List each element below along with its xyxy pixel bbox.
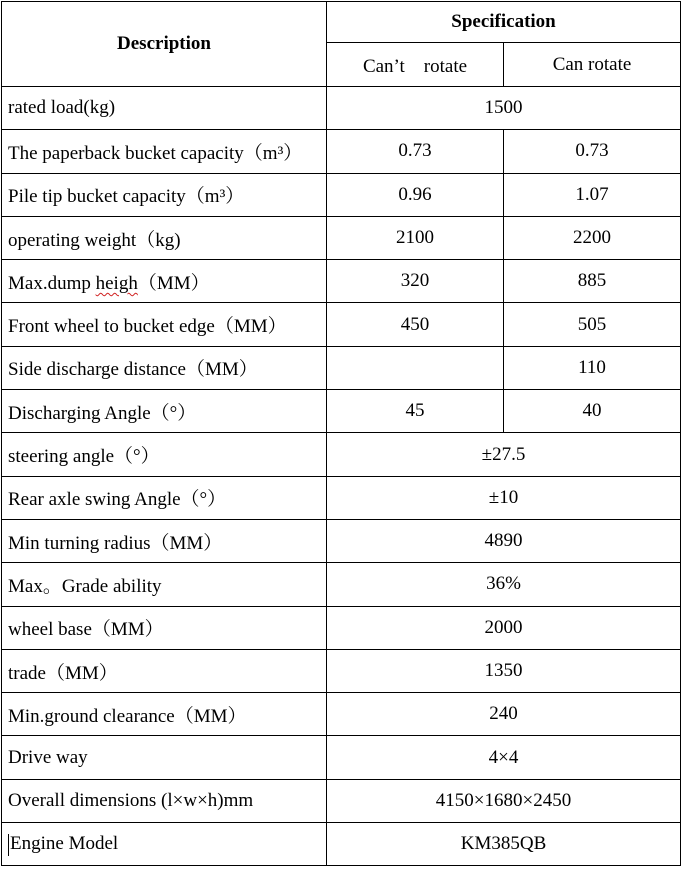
row-label: operating weight（kg)	[2, 216, 327, 259]
cant-rotate-value: 450	[327, 303, 504, 346]
row-value: KM385QB	[327, 823, 681, 866]
table-row	[2, 87, 681, 130]
row-label	[2, 260, 327, 303]
cant-rotate-value	[327, 346, 504, 389]
row-label[interactable]	[2, 823, 327, 866]
spellcheck-word: heigh	[95, 272, 138, 294]
table-row	[2, 216, 681, 259]
table-row	[2, 346, 681, 389]
row-label: rated load(kg)	[2, 87, 327, 130]
cant-rotate-value: 0.73	[327, 130, 504, 173]
description-header: Description	[2, 2, 327, 87]
row-value: 1350	[327, 649, 681, 692]
row-label: Overall dimensions (l×w×h)mm	[2, 779, 327, 822]
can-rotate-header: Can rotate	[504, 43, 681, 87]
cant-rotate-value: 320	[327, 260, 504, 303]
table-row	[2, 433, 681, 476]
table-row	[2, 649, 681, 692]
row-label: Min turning radius（MM）	[2, 519, 327, 562]
row-label: Max。Grade ability	[2, 563, 327, 606]
cant-rotate-value: 0.96	[327, 173, 504, 216]
label-part: （MM）	[137, 272, 210, 294]
can-rotate-value: 885	[504, 260, 681, 303]
can-rotate-value: 0.73	[504, 130, 681, 173]
specification-header: Specification	[327, 2, 681, 43]
row-value: ±10	[327, 476, 681, 519]
cant-rotate-value: 2100	[327, 216, 504, 259]
row-label: Pile tip bucket capacity（m³）	[2, 173, 327, 216]
table-row	[2, 736, 681, 779]
row-label: Rear axle swing Angle（°）	[2, 476, 327, 519]
table-row	[2, 130, 681, 173]
row-label: steering angle（°）	[2, 433, 327, 476]
table-row	[2, 823, 681, 866]
can-rotate-value: 1.07	[504, 173, 681, 216]
row-value: 4×4	[327, 736, 681, 779]
table-row	[2, 563, 681, 606]
can-rotate-value: 505	[504, 303, 681, 346]
table-row	[2, 476, 681, 519]
can-rotate-value: 110	[504, 346, 681, 389]
row-label: Front wheel to bucket edge（MM）	[2, 303, 327, 346]
label-part: Max.dump	[8, 272, 96, 294]
specification-table	[1, 1, 681, 866]
row-label: Discharging Angle（°）	[2, 390, 327, 433]
row-label: Min.ground clearance（MM）	[2, 693, 327, 736]
row-label: Side discharge distance（MM）	[2, 346, 327, 389]
cant-rotate-header: Can’t rotate	[327, 43, 504, 87]
row-value: 240	[327, 693, 681, 736]
row-value: 2000	[327, 606, 681, 649]
table-header-row	[2, 2, 681, 43]
row-value: 4150×1680×2450	[327, 779, 681, 822]
row-value: ±27.5	[327, 433, 681, 476]
table-row	[2, 693, 681, 736]
text-cursor	[8, 834, 9, 856]
row-label: wheel base（MM）	[2, 606, 327, 649]
table-row	[2, 303, 681, 346]
row-value: 4890	[327, 519, 681, 562]
can-rotate-value: 2200	[504, 216, 681, 259]
engine-model-label: Engine Model	[10, 832, 119, 854]
table-row	[2, 519, 681, 562]
table-row	[2, 390, 681, 433]
table-row	[2, 606, 681, 649]
row-label: trade（MM）	[2, 649, 327, 692]
table-row	[2, 173, 681, 216]
table-row	[2, 779, 681, 822]
row-value: 1500	[327, 87, 681, 130]
can-rotate-value: 40	[504, 390, 681, 433]
row-label: The paperback bucket capacity（m³）	[2, 130, 327, 173]
row-label: Drive way	[2, 736, 327, 779]
cant-rotate-value: 45	[327, 390, 504, 433]
table-row	[2, 260, 681, 303]
row-value: 36%	[327, 563, 681, 606]
